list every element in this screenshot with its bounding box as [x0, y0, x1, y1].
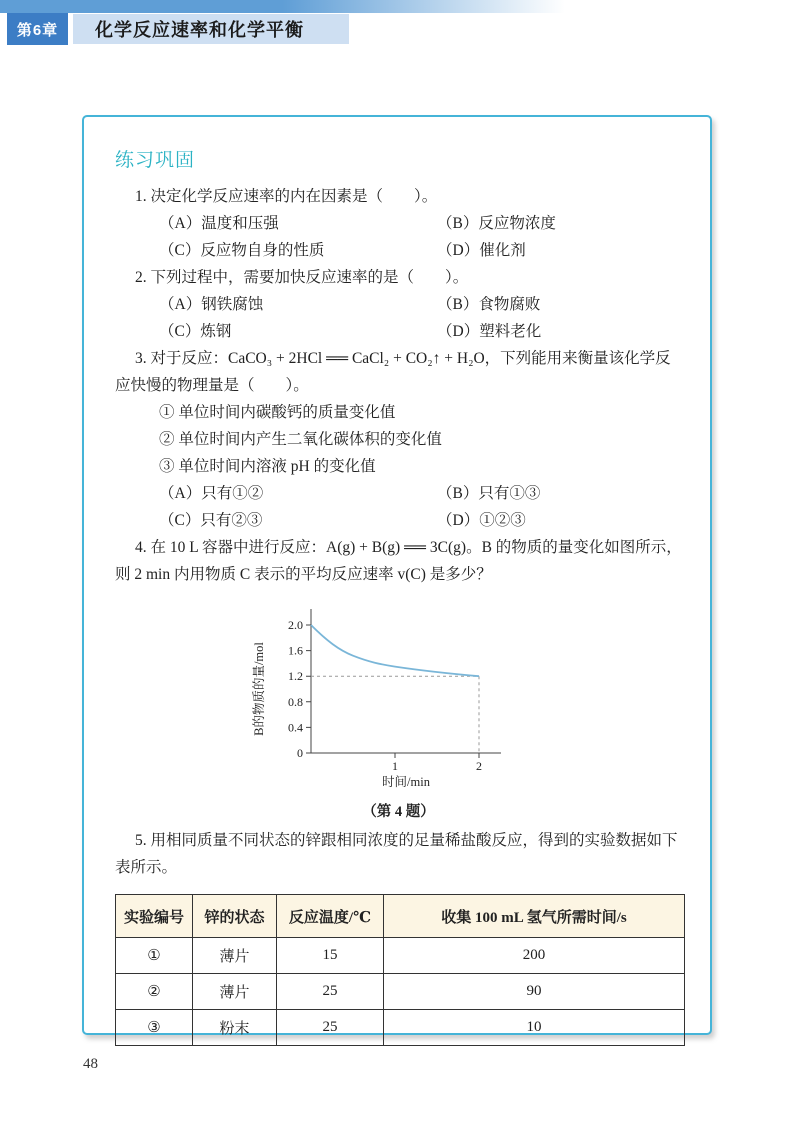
q3-option-d: （D）①②③: [437, 512, 526, 529]
q3-option-a: （A）只有①②: [159, 485, 264, 502]
x-tick-marks: [395, 753, 479, 758]
q3-option-b: （B）只有①③: [437, 485, 541, 502]
question-3-items: [159, 399, 682, 480]
y-tick-0.8: 0.8: [287, 694, 303, 709]
x-tick-1: 1: [391, 759, 398, 773]
table-cell: 15: [277, 938, 384, 974]
x-axis-label: 时间/min: [381, 775, 430, 789]
chapter-header: [7, 13, 349, 45]
table-cell: 200: [384, 938, 685, 974]
table-header-cell: 实验编号: [116, 895, 193, 938]
q3-item-2: ② 单位时间内产生二氧化碳体积的变化值: [159, 431, 442, 448]
question-2-stem: 2. 下列过程中，需要加快反应速率的是（ ）。: [135, 269, 469, 286]
q2-option-b: （B）食物腐败: [437, 296, 541, 313]
q2-option-a: （A）钢铁腐蚀: [159, 296, 264, 313]
q1-option-b: （B）反应物浓度: [437, 215, 556, 232]
table-cell: 10: [384, 1010, 685, 1046]
table-header-row: [116, 895, 685, 938]
q1-option-c: （C）反应物自身的性质: [159, 242, 325, 259]
table-header-cell: 反应温度/℃: [277, 895, 384, 938]
question-3-options: [159, 480, 682, 534]
section-title: 练习巩固: [115, 150, 196, 171]
y-tick-2.0: 2.0: [287, 618, 303, 632]
question-1-stem: 1. 决定化学反应速率的内在因素是（ ）。: [135, 188, 438, 205]
table-row: [116, 1010, 685, 1046]
line-chart: [249, 601, 549, 793]
table-cell: 薄片: [193, 938, 277, 974]
table-cell: 粉末: [193, 1010, 277, 1046]
table-cell: 25: [277, 1010, 384, 1046]
q3-item-1: ① 单位时间内碳酸钙的质量变化值: [159, 404, 396, 421]
table-row: [116, 938, 685, 974]
question-2-options: [159, 291, 682, 345]
chart-axes: [311, 609, 501, 753]
y-tick-0.4: 0.4: [287, 720, 303, 735]
q1-option-a: （A）温度和压强: [159, 215, 279, 232]
table-cell: 25: [277, 974, 384, 1010]
table-header-cell: 锌的状态: [193, 895, 277, 938]
table-cell: ①: [116, 938, 193, 974]
question-5-stem: 5. 用相同质量不同状态的锌跟相同浓度的足量稀盐酸反应，得到的实验数据如下表所示。: [115, 832, 678, 876]
y-axis-label: B的物质的量/mol: [251, 642, 266, 736]
table-header-cell: 收集 100 mL 氢气所需时间/s: [384, 895, 685, 938]
page-number: 48: [83, 1056, 98, 1072]
table-cell: ③: [116, 1010, 193, 1046]
table-cell: 薄片: [193, 974, 277, 1010]
q2-option-c: （C）炼钢: [159, 323, 232, 340]
chapter-title-bar: [73, 14, 349, 44]
dashed-guide-lines: [311, 676, 479, 753]
exercise-box: [82, 115, 712, 1035]
y-tick-marks: [306, 625, 311, 753]
q2-option-d: （D）塑料老化: [437, 323, 542, 340]
question-3-stem: 3. 对于反应：CaCO₃ + 2HCl ══ CaCl₂ + CO₂↑ + H₂O，下列能用来衡量该化学反应快慢的物理量是（ ）。: [115, 350, 671, 394]
q3-option-c: （C）只有②③: [159, 512, 263, 529]
chart-caption: （第 4 题）: [362, 804, 435, 820]
table-row: [116, 974, 685, 1010]
experiment-table: [115, 894, 685, 1046]
chapter-title: 化学反应速率和化学平衡: [95, 20, 304, 40]
header-gradient-strip: [0, 0, 565, 13]
q3-item-3: ③ 单位时间内溶液 pH 的变化值: [159, 458, 376, 475]
question-1-options: [159, 210, 682, 264]
y-tick-1.2: 1.2: [287, 669, 303, 684]
table-cell: 90: [384, 974, 685, 1010]
table-cell: ②: [116, 974, 193, 1010]
y-tick-0: 0: [296, 746, 303, 760]
q1-option-d: （D）催化剂: [437, 242, 526, 259]
chapter-badge: 第6章: [7, 13, 68, 45]
chart-curve: [311, 625, 479, 676]
y-tick-1.6: 1.6: [287, 643, 303, 658]
question-4-stem: 4. 在 10 L 容器中进行反应：A(g) + B(g) ══ 3C(g)。B 的物质的量变化如图所示，则 2 min 内用物质 C 表示的平均反应速率 v(C) 是多少？: [115, 539, 682, 583]
x-tick-2: 2: [475, 759, 482, 773]
question-4-chart: [249, 601, 549, 821]
